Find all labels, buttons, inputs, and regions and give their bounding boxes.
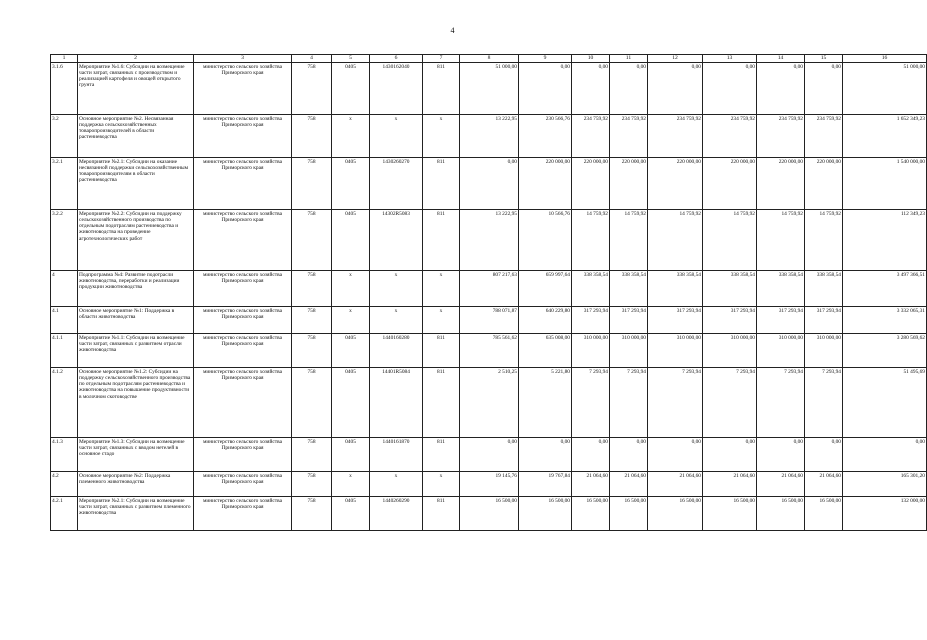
section-code: x — [332, 270, 370, 306]
section-code: 0405 — [332, 367, 370, 437]
year-value: 0,00 — [648, 62, 703, 114]
total-value: 51 000,00 — [843, 62, 927, 114]
year-value: 14 759,92 — [805, 209, 843, 270]
year-value: 19 145,76 — [460, 471, 519, 496]
year-value: 5 221,80 — [519, 367, 572, 437]
total-value: 132 000,00 — [843, 496, 927, 530]
target-article-code: 1430260270 — [370, 157, 423, 209]
executor: министерство сельского хозяйства Приморского края — [194, 306, 292, 333]
executor: министерство сельского хозяйства Приморского края — [194, 471, 292, 496]
year-value: 16 500,00 — [703, 496, 757, 530]
year-value: 220 000,00 — [610, 157, 648, 209]
year-value: 317 293,94 — [648, 306, 703, 333]
year-value: 0,00 — [757, 62, 805, 114]
year-value: 310 000,00 — [703, 333, 757, 367]
column-number-16: 16 — [843, 55, 927, 63]
table-row — [51, 209, 927, 270]
year-value: 0,00 — [805, 437, 843, 471]
column-number-3: 3 — [194, 55, 292, 63]
column-number-13: 13 — [703, 55, 757, 63]
year-value: 21 064,60 — [757, 471, 805, 496]
measure-name: Основное мероприятие №2. Несвязанная поддержка сельскохозяйственных товаропроизводителей в области растениеводства — [78, 114, 194, 157]
year-value: 310 000,00 — [572, 333, 610, 367]
section-code: 0405 — [332, 333, 370, 367]
grbs-code: 758 — [292, 471, 332, 496]
expense-type-code: 811 — [423, 157, 460, 209]
row-number: 3.2.1 — [51, 157, 78, 209]
column-number-5: 5 — [332, 55, 370, 63]
total-value: 165 301,20 — [843, 471, 927, 496]
grbs-code: 758 — [292, 367, 332, 437]
column-number-4: 4 — [292, 55, 332, 63]
expense-type-code: x — [423, 471, 460, 496]
year-value: 21 064,60 — [703, 471, 757, 496]
year-value: 234 759,92 — [610, 114, 648, 157]
total-value: 3 497 366,51 — [843, 270, 927, 306]
table-body — [51, 62, 927, 530]
year-value: 16 500,00 — [519, 496, 572, 530]
executor: министерство сельского хозяйства Приморского края — [194, 209, 292, 270]
year-value: 310 000,00 — [805, 333, 843, 367]
year-value: 16 500,00 — [460, 496, 519, 530]
column-number-8: 8 — [460, 55, 519, 63]
year-value: 21 064,60 — [648, 471, 703, 496]
year-value: 220 000,00 — [703, 157, 757, 209]
section-code: 0405 — [332, 437, 370, 471]
year-value: 788 071,87 — [460, 306, 519, 333]
executor: министерство сельского хозяйства Приморского края — [194, 437, 292, 471]
year-value: 7 293,94 — [610, 367, 648, 437]
year-value: 220 000,00 — [805, 157, 843, 209]
executor: министерство сельского хозяйства Приморского края — [194, 114, 292, 157]
section-code: x — [332, 306, 370, 333]
target-article-code: x — [370, 306, 423, 333]
executor: министерство сельского хозяйства Приморского края — [194, 270, 292, 306]
row-number: 4.1.3 — [51, 437, 78, 471]
row-number: 4.1.1 — [51, 333, 78, 367]
grbs-code: 758 — [292, 496, 332, 530]
row-number: 4 — [51, 270, 78, 306]
year-value: 14 759,92 — [610, 209, 648, 270]
row-number: 4.2.1 — [51, 496, 78, 530]
year-value: 338 358,54 — [703, 270, 757, 306]
measure-name: Мероприятие №2.2: Субсидии на поддержку сельскохозяйственного производства по отдельным подотраслям растениеводства и животноводства на проведение агротехнологических работ — [78, 209, 194, 270]
section-code: x — [332, 114, 370, 157]
column-number-14: 14 — [757, 55, 805, 63]
column-number-10: 10 — [572, 55, 610, 63]
year-value: 0,00 — [703, 437, 757, 471]
year-value: 317 293,94 — [703, 306, 757, 333]
year-value: 0,00 — [648, 437, 703, 471]
year-value: 338 358,54 — [648, 270, 703, 306]
section-code: 0405 — [332, 209, 370, 270]
year-value: 0,00 — [610, 62, 648, 114]
total-value: 3 332 065,31 — [843, 306, 927, 333]
expense-type-code: 811 — [423, 209, 460, 270]
section-code: 0405 — [332, 62, 370, 114]
expense-type-code: 811 — [423, 496, 460, 530]
total-value: 51 495,69 — [843, 367, 927, 437]
year-value: 14 759,92 — [703, 209, 757, 270]
grbs-code: 758 — [292, 157, 332, 209]
year-value: 310 000,00 — [610, 333, 648, 367]
year-value: 785 561,62 — [460, 333, 519, 367]
table-row — [51, 306, 927, 333]
measure-name: Основное мероприятие №2: Поддержка племенного животноводства — [78, 471, 194, 496]
table-row — [51, 114, 927, 157]
year-value: 220 000,00 — [757, 157, 805, 209]
target-article-code: x — [370, 114, 423, 157]
row-number: 3.1.6 — [51, 62, 78, 114]
row-number: 4.1 — [51, 306, 78, 333]
year-value: 234 759,92 — [757, 114, 805, 157]
target-article-code: 14302R5083 — [370, 209, 423, 270]
year-value: 14 759,92 — [648, 209, 703, 270]
year-value: 0,00 — [519, 437, 572, 471]
year-value: 21 064,60 — [805, 471, 843, 496]
year-value: 338 358,54 — [805, 270, 843, 306]
year-value: 21 064,60 — [572, 471, 610, 496]
measure-name: Подпрограмма №4: Развитие подотрасли животноводства, переработки и реализации продукции животноводства — [78, 270, 194, 306]
grbs-code: 758 — [292, 209, 332, 270]
year-value: 10 566,76 — [519, 209, 572, 270]
year-value: 0,00 — [703, 62, 757, 114]
year-value: 338 358,54 — [572, 270, 610, 306]
table-row — [51, 270, 927, 306]
column-number-7: 7 — [423, 55, 460, 63]
measure-name: Мероприятие №2.1: Субсидии на оказание несвязанной поддержки сельскохозяйственным товаропроизводителям в области растениеводства — [78, 157, 194, 209]
year-value: 220 000,00 — [519, 157, 572, 209]
year-value: 310 000,00 — [757, 333, 805, 367]
total-value: 3 280 569,62 — [843, 333, 927, 367]
expense-type-code: x — [423, 270, 460, 306]
grbs-code: 758 — [292, 333, 332, 367]
year-value: 19 767,84 — [519, 471, 572, 496]
year-value: 635 008,00 — [519, 333, 572, 367]
year-value: 317 293,94 — [805, 306, 843, 333]
year-value: 16 500,00 — [757, 496, 805, 530]
year-value: 317 293,94 — [757, 306, 805, 333]
year-value: 7 293,94 — [648, 367, 703, 437]
target-article-code: 1440160280 — [370, 333, 423, 367]
year-value: 14 759,92 — [572, 209, 610, 270]
row-number: 3.2 — [51, 114, 78, 157]
year-value: 0,00 — [805, 62, 843, 114]
expense-type-code: x — [423, 306, 460, 333]
target-article-code: 1430162040 — [370, 62, 423, 114]
column-number-12: 12 — [648, 55, 703, 63]
total-value: 1 652 349,23 — [843, 114, 927, 157]
year-value: 0,00 — [572, 62, 610, 114]
table-row — [51, 437, 927, 471]
grbs-code: 758 — [292, 114, 332, 157]
total-value: 112 349,23 — [843, 209, 927, 270]
year-value: 807 217,63 — [460, 270, 519, 306]
row-number: 4.1.2 — [51, 367, 78, 437]
column-number-1: 1 — [51, 55, 78, 63]
total-value: 1 540 000,00 — [843, 157, 927, 209]
column-number-2: 2 — [78, 55, 194, 63]
column-number-9: 9 — [519, 55, 572, 63]
year-value: 0,00 — [519, 62, 572, 114]
year-value: 230 566,76 — [519, 114, 572, 157]
year-value: 7 293,94 — [703, 367, 757, 437]
year-value: 234 759,92 — [805, 114, 843, 157]
target-article-code: 1440260290 — [370, 496, 423, 530]
year-value: 234 759,92 — [703, 114, 757, 157]
measure-name: Мероприятие №1.3: Субсидии на возмещение части затрат, связанных с вводом нетелей в основное стадо — [78, 437, 194, 471]
year-value: 7 293,94 — [757, 367, 805, 437]
grbs-code: 758 — [292, 437, 332, 471]
column-number-6: 6 — [370, 55, 423, 63]
table-row — [51, 333, 927, 367]
year-value: 16 500,00 — [648, 496, 703, 530]
table-row — [51, 471, 927, 496]
table-row — [51, 367, 927, 437]
page-number: 4 — [450, 26, 455, 35]
target-article-code: x — [370, 471, 423, 496]
executor: министерство сельского хозяйства Приморского края — [194, 157, 292, 209]
column-number-11: 11 — [610, 55, 648, 63]
year-value: 640 229,80 — [519, 306, 572, 333]
year-value: 13 222,95 — [460, 209, 519, 270]
year-value: 317 293,94 — [572, 306, 610, 333]
executor: министерство сельского хозяйства Приморского края — [194, 496, 292, 530]
table-row — [51, 496, 927, 530]
target-article-code: 14401R5084 — [370, 367, 423, 437]
year-value: 220 000,00 — [648, 157, 703, 209]
year-value: 2 510,25 — [460, 367, 519, 437]
year-value: 0,00 — [460, 157, 519, 209]
year-value: 16 500,00 — [572, 496, 610, 530]
year-value: 234 759,92 — [572, 114, 610, 157]
section-code: x — [332, 471, 370, 496]
budget-table — [50, 54, 927, 531]
year-value: 338 358,54 — [610, 270, 648, 306]
expense-type-code: 811 — [423, 437, 460, 471]
column-number-15: 15 — [805, 55, 843, 63]
expense-type-code: 811 — [423, 62, 460, 114]
year-value: 234 759,92 — [648, 114, 703, 157]
column-number-row — [51, 55, 927, 63]
table-row — [51, 157, 927, 209]
measure-name: Мероприятие №2.1: Субсидии на возмещение части затрат, связанных с развитием племенного животноводства — [78, 496, 194, 530]
target-article-code: 1440161870 — [370, 437, 423, 471]
expense-type-code: x — [423, 114, 460, 157]
year-value: 51 000,00 — [460, 62, 519, 114]
row-number: 4.2 — [51, 471, 78, 496]
year-value: 659 997,64 — [519, 270, 572, 306]
grbs-code: 758 — [292, 270, 332, 306]
year-value: 0,00 — [610, 437, 648, 471]
grbs-code: 758 — [292, 62, 332, 114]
total-value: 0,00 — [843, 437, 927, 471]
measure-name: Мероприятие №1.6: Субсидии на возмещение части затрат, связанных с производством и реализацией картофеля и овощей открытого грунта — [78, 62, 194, 114]
row-number: 3.2.2 — [51, 209, 78, 270]
table-row — [51, 62, 927, 114]
year-value: 16 500,00 — [610, 496, 648, 530]
expense-type-code: 811 — [423, 333, 460, 367]
measure-name: Мероприятие №1.1: Субсидии на возмещение части затрат, связанных с развитием отрасли животноводства — [78, 333, 194, 367]
target-article-code: x — [370, 270, 423, 306]
year-value: 16 500,00 — [805, 496, 843, 530]
year-value: 7 293,94 — [572, 367, 610, 437]
executor: министерство сельского хозяйства Приморского края — [194, 62, 292, 114]
year-value: 317 293,94 — [610, 306, 648, 333]
year-value: 21 064,60 — [610, 471, 648, 496]
year-value: 0,00 — [572, 437, 610, 471]
year-value: 7 293,94 — [805, 367, 843, 437]
measure-name: Основное мероприятие №1.2: Субсидии на поддержку сельскохозяйственного производства по отдельным подотраслям растениеводства и животноводства на повышение продуктивности в молочном скотоводстве — [78, 367, 194, 437]
measure-name: Основное мероприятие №1: Поддержка в области животноводства — [78, 306, 194, 333]
year-value: 338 358,54 — [757, 270, 805, 306]
executor: министерство сельского хозяйства Приморского края — [194, 367, 292, 437]
year-value: 310 000,00 — [648, 333, 703, 367]
year-value: 220 000,00 — [572, 157, 610, 209]
grbs-code: 758 — [292, 306, 332, 333]
section-code: 0405 — [332, 496, 370, 530]
year-value: 14 759,92 — [757, 209, 805, 270]
year-value: 13 222,95 — [460, 114, 519, 157]
year-value: 0,00 — [757, 437, 805, 471]
year-value: 0,00 — [460, 437, 519, 471]
expense-type-code: 811 — [423, 367, 460, 437]
executor: министерство сельского хозяйства Приморского края — [194, 333, 292, 367]
section-code: 0405 — [332, 157, 370, 209]
